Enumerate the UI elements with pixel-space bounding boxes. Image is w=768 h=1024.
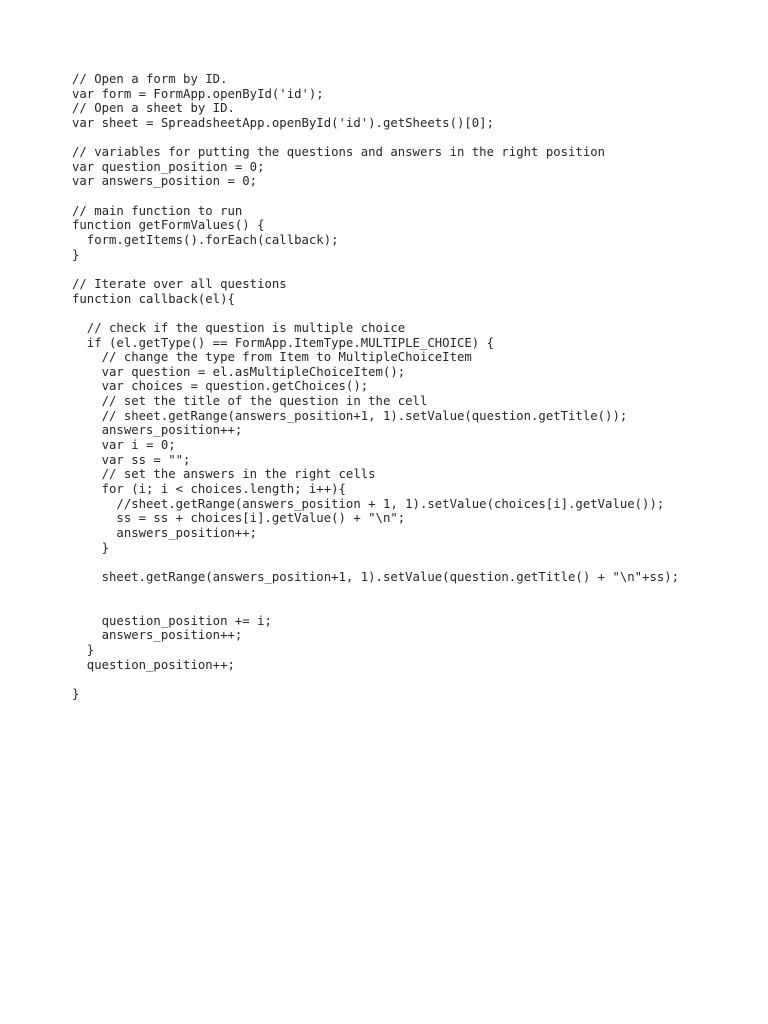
- code-line: // check if the question is multiple choice: [72, 320, 406, 335]
- code-line: var question = el.asMultipleChoiceItem();: [72, 364, 406, 379]
- blank-line: [72, 672, 679, 687]
- code-line: // Open a form by ID.: [72, 72, 228, 86]
- code-line: answers_position++;: [72, 423, 243, 438]
- blank-line: [72, 555, 679, 570]
- code-line: sheet.getRange(answers_position+1, 1).setValue(question.getTitle() + "\n"+ss);: [72, 569, 680, 584]
- code-line: ss = ss + choices[i].getValue() + "\n";: [72, 511, 406, 526]
- code-line: }: [72, 642, 95, 657]
- code-line: }: [72, 540, 110, 555]
- code-block: [72, 72, 679, 702]
- blank-line: [72, 584, 679, 599]
- code-line: var form = FormApp.openById('id');: [72, 86, 324, 101]
- blank-line: [72, 599, 679, 614]
- code-line: for (i; i < choices.length; i++){: [72, 481, 346, 496]
- code-line: // sheet.getRange(answers_position+1, 1).setValue(question.getTitle());: [72, 408, 628, 423]
- code-line: answers_position++;: [72, 525, 258, 540]
- code-line: answers_position++;: [72, 628, 243, 643]
- blank-line: [72, 306, 679, 321]
- code-line: }: [72, 247, 80, 262]
- code-line: var choices = question.getChoices();: [72, 379, 369, 394]
- code-line: function getFormValues() {: [72, 218, 265, 233]
- code-line: // Open a sheet by ID.: [72, 101, 235, 116]
- code-line: var question_position = 0;: [72, 159, 265, 174]
- code-line: }: [72, 686, 80, 701]
- code-line: // main function to run: [72, 203, 243, 218]
- code-line: // set the answers in the right cells: [72, 467, 376, 482]
- blank-line: [72, 262, 679, 277]
- code-line: form.getItems().forEach(callback);: [72, 233, 339, 248]
- code-line: var ss = "";: [72, 452, 191, 467]
- code-line: question_position += i;: [72, 613, 272, 628]
- code-line: function callback(el){: [72, 291, 235, 306]
- code-line: // change the type from Item to MultipleChoiceItem: [72, 350, 472, 365]
- code-line: var sheet = SpreadsheetApp.openById('id').getSheets()[0];: [72, 115, 494, 130]
- code-line: //sheet.getRange(answers_position + 1, 1).setValue(choices[i].getValue());: [72, 496, 665, 511]
- code-line: // variables for putting the questions and answers in the right position: [72, 145, 606, 160]
- code-line: // set the title of the question in the cell: [72, 394, 428, 409]
- blank-line: [72, 131, 679, 146]
- code-line: var answers_position = 0;: [72, 174, 258, 189]
- blank-line: [72, 189, 679, 204]
- code-line: if (el.getType() == FormApp.ItemType.MULTIPLE_CHOICE) {: [72, 335, 494, 350]
- code-line: // Iterate over all questions: [72, 276, 287, 291]
- code-line: var i = 0;: [72, 438, 176, 453]
- code-line: question_position++;: [72, 657, 235, 672]
